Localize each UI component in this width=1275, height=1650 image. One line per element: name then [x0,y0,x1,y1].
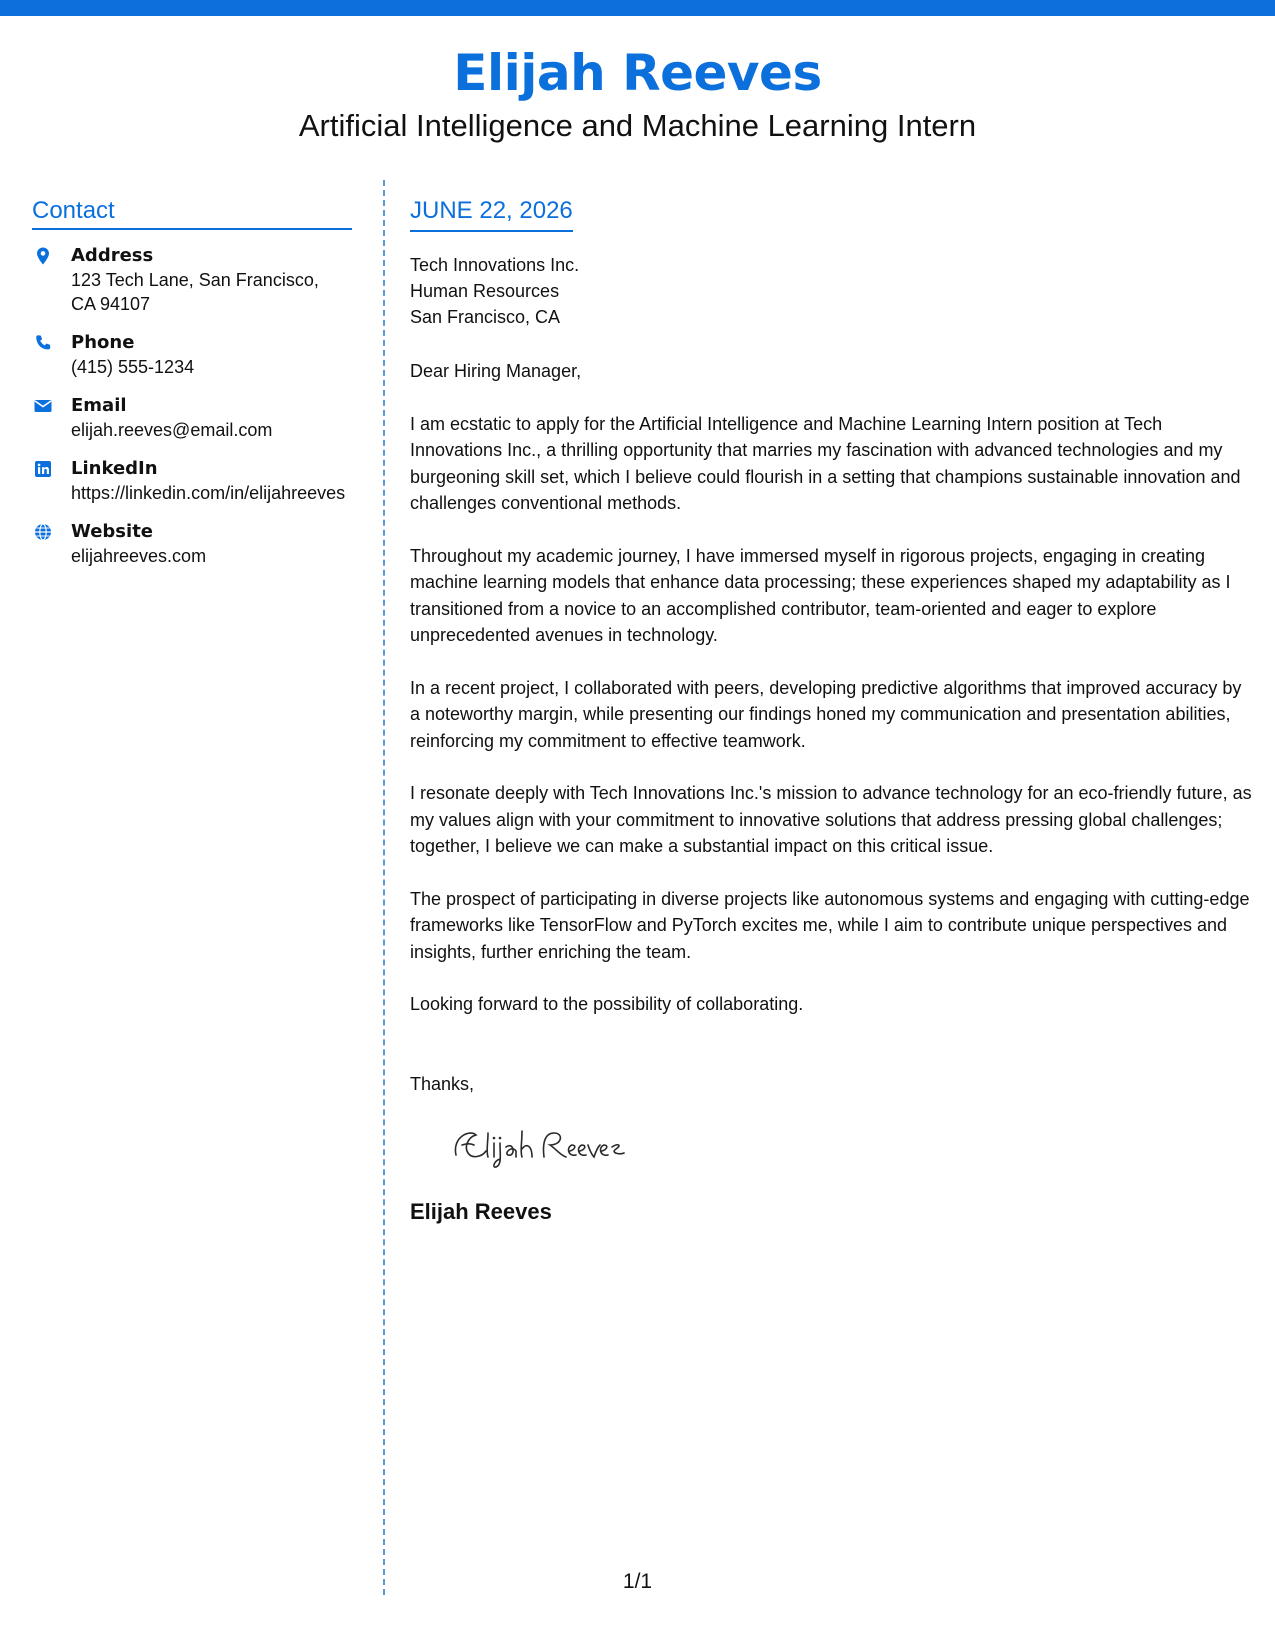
contact-email [32,394,352,442]
paragraph: Looking forward to the possibility of collaborating. [410,994,804,1014]
salutation: Dear Hiring Manager, [410,361,582,381]
contact-website [32,520,352,568]
website-label: Website [71,521,154,542]
paragraph: Throughout my academic journey, I have immersed myself in rigorous projects, engaging in creating machine learning models that enhance data processing; these experiences shaped my adaptability as I transitioned from a novice to an accomplished contributor, team-oriented and eager to explore unprecedented avenues in technology. [410,545,1231,645]
paragraph: The prospect of participating in diverse projects like autonomous systems and engaging with cutting-edge frameworks like TensorFlow and PyTorch excites me, while I aim to contribute unique perspectives and insights, further enriching the team. [410,888,1250,962]
column-divider [383,180,385,1595]
address-value: 123 Tech Lane, San Francisco, CA 94107 [71,270,319,314]
top-accent-bar [0,0,1275,16]
contact-list [32,244,352,568]
contact-sidebar [32,196,352,583]
contact-heading: Contact [32,196,352,230]
page-number: 1/1 [622,1570,653,1593]
paragraph: In a recent project, I collaborated with peers, developing predictive algorithms that improved accuracy by a noteworthy margin, while presenting our findings honed my communication and presentation abilities, reinforcing my commitment to effective teamwork. [410,677,1242,751]
linkedin-value[interactable]: https://linkedin.com/in/elijahreeves [71,483,346,503]
envelope-icon [33,396,53,416]
letter-body [410,196,1255,1227]
address-label: Address [71,245,154,266]
paragraph: I am ecstatic to apply for the Artificial Intelligence and Machine Learning Intern position at Tech Innovations Inc., a thrilling opportunity that marries my fascination with advanced technologies and my burgeoning skill set, which I believe could flourish in a setting that champions sustainable innovation and challenges conventional methods. [410,413,1241,513]
contact-phone [32,331,352,379]
website-value[interactable]: elijahreeves.com [71,546,207,566]
closing: Thanks, [410,1073,475,1094]
handwritten-signature [442,1117,642,1173]
map-pin-icon [33,246,53,266]
contact-address [32,244,352,316]
letter-header [0,40,1275,146]
linkedin-label: LinkedIn [71,458,158,479]
applicant-name: Elijah Reeves [453,44,822,102]
recipient-department: Human Resources [410,281,560,301]
paragraph: I resonate deeply with Tech Innovations Inc.'s mission to advance technology for an eco-friendly future, as my values align with your commitment to innovative solutions that address pressing global challenges; together, I believe we can make a substantial impact on this critical issue. [410,783,1252,856]
phone-icon [33,333,53,353]
email-value: elijah.reeves@email.com [71,420,273,440]
contact-linkedin [32,457,352,505]
letter-date: JUNE 22, 2026 [410,196,573,232]
email-label: Email [71,395,127,416]
recipient-block [410,252,1255,330]
globe-icon [33,522,53,542]
recipient-location: San Francisco, CA [410,307,561,327]
job-title: Artificial Intelligence and Machine Learning Intern [298,108,977,143]
recipient-company: Tech Innovations Inc. [410,255,580,275]
linkedin-icon [33,459,53,479]
signer-name: Elijah Reeves [410,1199,552,1224]
phone-label: Phone [71,332,135,353]
phone-value: (415) 555-1234 [71,357,195,377]
